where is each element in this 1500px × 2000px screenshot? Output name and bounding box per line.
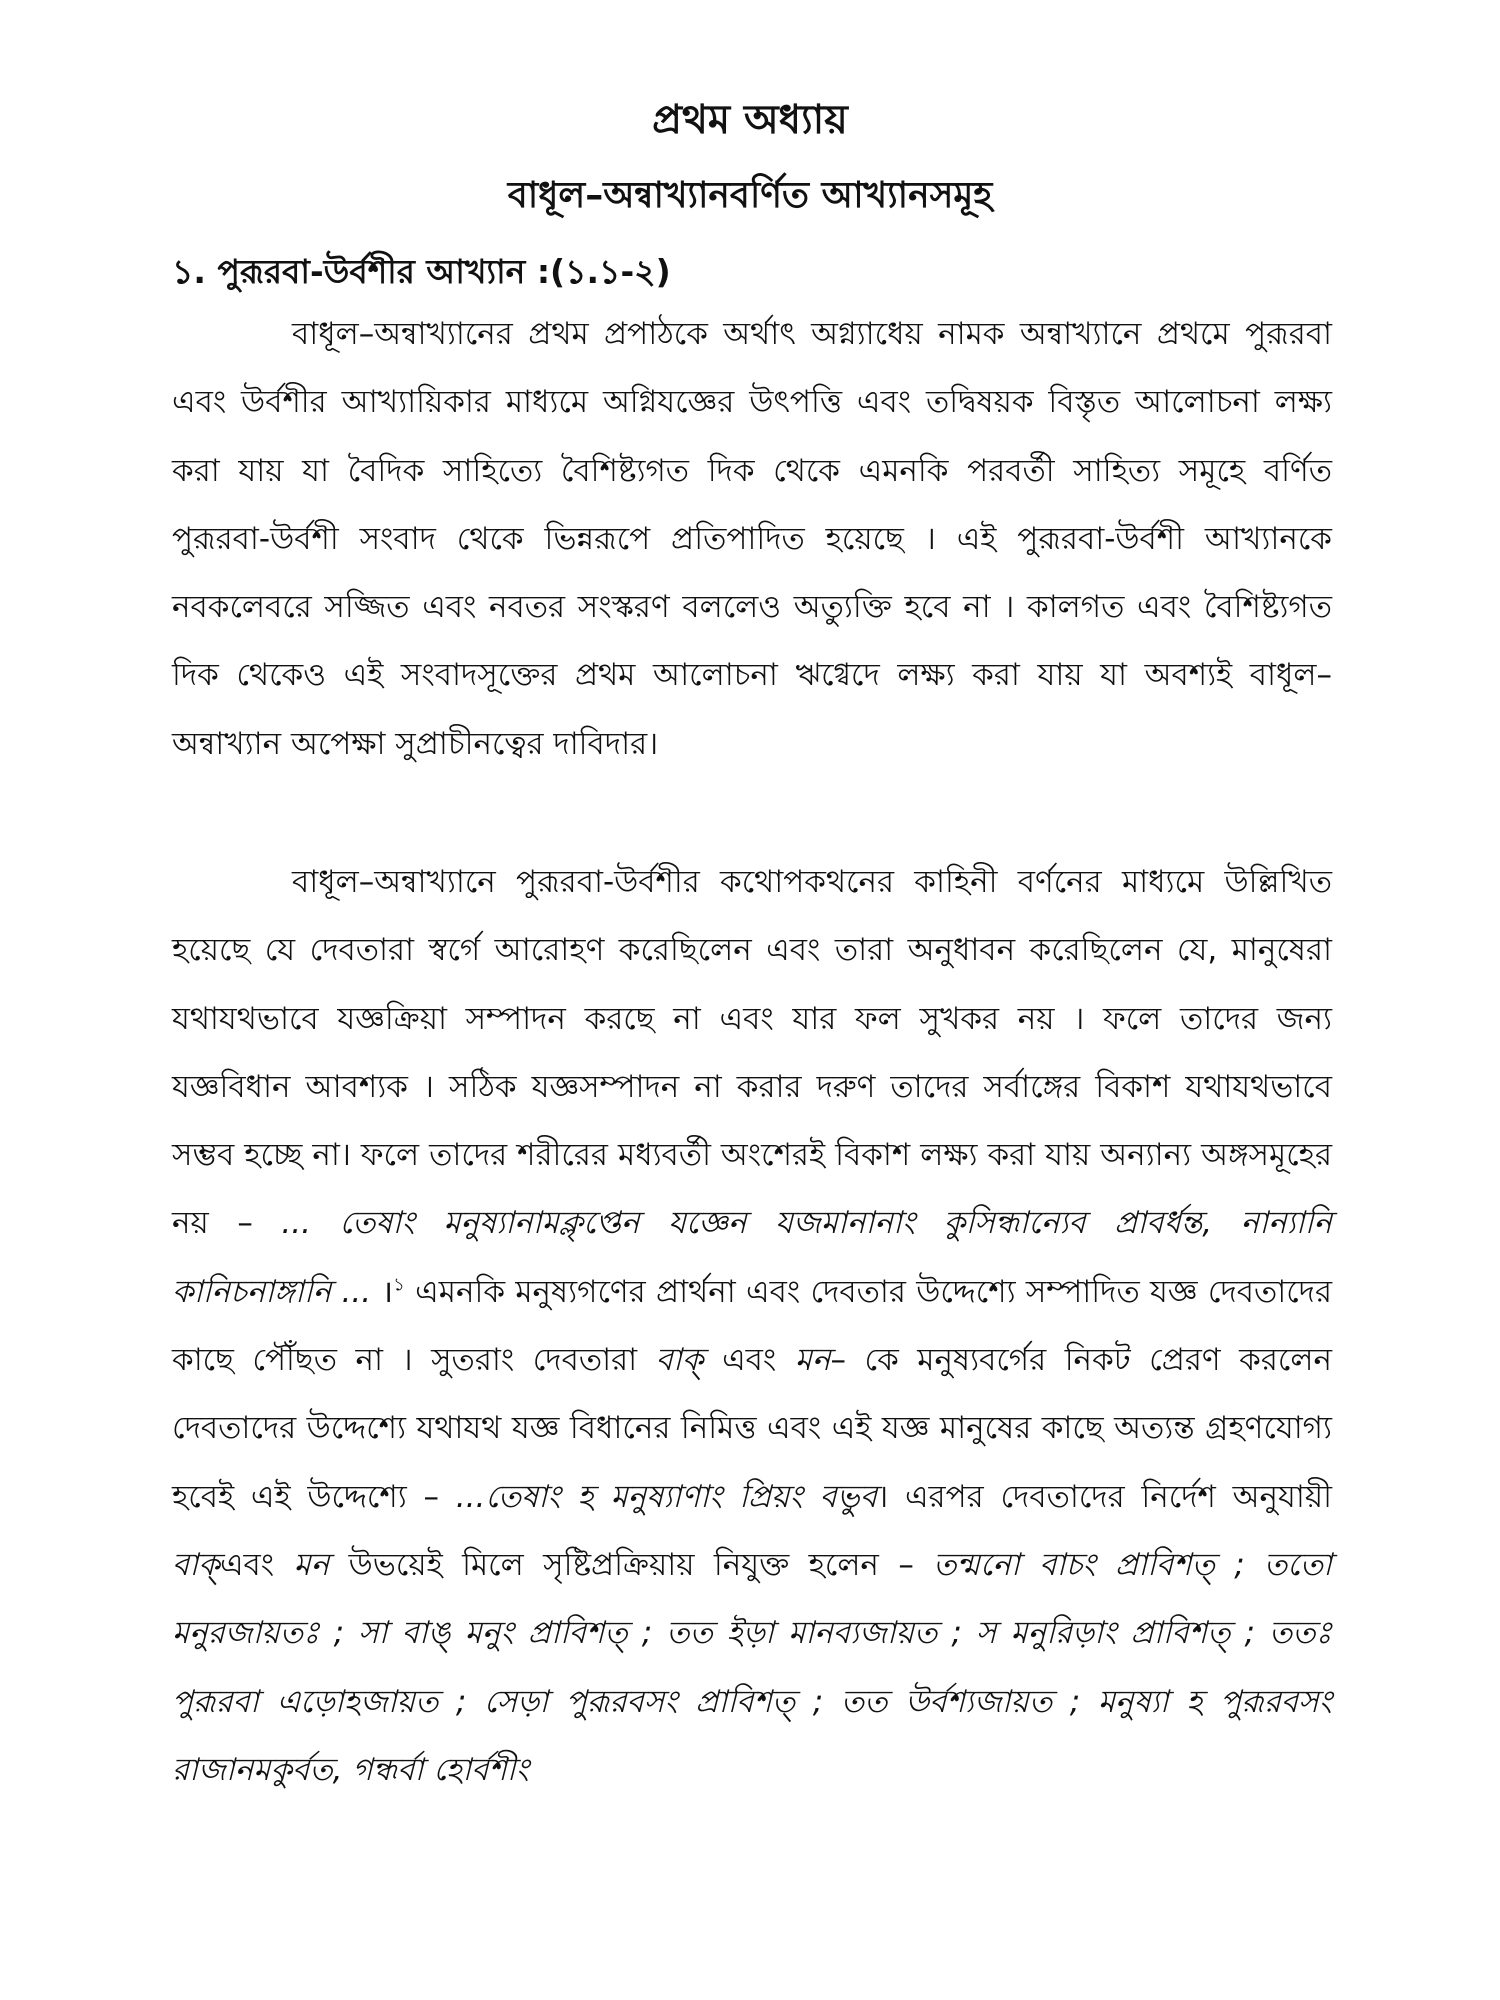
paragraph-2-text-6: এবং	[219, 1546, 275, 1583]
chapter-subtitle: বাধূল–অন্বাখ্যানবর্ণিত আখ্যানসমূহ	[507, 175, 993, 216]
paragraph-2-text-5: । এরপর দেবতাদের নির্দেশ অনুযায়ী	[877, 1478, 1332, 1515]
sanskrit-quote-2: ...তেষাং হ মনুষ্যাণাং প্রিয়ং বভুব	[455, 1478, 878, 1515]
paragraph-2-text-1: বাধূল–অন্বাখ্যানে পুরূরবা-উর্বশীর কথোপকথনের কাহিনী বর্ণনের মাধ্যমে উল্লিখিত হয়েছে যে দেবতারা স্বর্গে আরোহণ করেছিলেন এবং তারা অনুধাবন করেছিলেন যে, মানুষেরা যথাযথভাবে যজ্ঞক্রিয়া সম্পাদন করছে না এবং যার ফল সুখকর নয় । ফলে তাদের জন্য যজ্ঞবিধান আবশ্যক । সঠিক যজ্ঞসম্পাদন না করার দরুণ তাদের সর্বাঙ্গের বিকাশ যথাযথভাবে সম্ভব হচ্ছে না। ফলে তাদের শরীরের মধ্যবর্তী অংশেরই বিকাশ লক্ষ্য করা যায় অন্যান্য অঙ্গসমূহের নয় –	[172, 864, 1332, 1242]
term-mana-2: মন	[293, 1546, 330, 1583]
term-vak-2: বাক্	[172, 1546, 220, 1583]
section-heading: ১. পুরূরবা-উর্বশীর আখ্যান :(১.১-২)	[172, 252, 671, 291]
paragraph-1-text: বাধূল–অন্বাখ্যানের প্রথম প্রপাঠকে অর্থাৎ অগ্ন্যাধেয় নামক অন্বাখ্যানে প্রথমে পুরূরবা এবং উর্বশীর আখ্যায়িকার মাধ্যমে অগ্নিযজ্ঞের উৎপত্তি এবং তদ্বিষয়ক বিস্তৃত আলোচনা লক্ষ্য করা যায় যা বৈদিক সাহিত্যে বৈশিষ্ট্যগত দিক থেকে এমনকি পরবর্তী সাহিত্য সমূহে বর্ণিত পুরূরবা-উর্বশী সংবাদ থেকে ভিন্নরূপে প্রতিপাদিত হয়েছে । এই পুরূরবা-উর্বশী আখ্যানকে নবকলেবরে সজ্জিত এবং নবতর সংস্করণ বললেও অত্যুক্তি হবে না । কালগত এবং বৈশিষ্ট্যগত দিক থেকেও এই সংবাদসূক্তের প্রথম আলোচনা ঋগ্বেদে লক্ষ্য করা যায় যা অবশ্যই বাধূল–অন্বাখ্যান অপেক্ষা সুপ্রাচীনত্বের দাবিদার।	[172, 316, 1332, 762]
paragraph-2: বাধূল–অন্বাখ্যানে পুরূরবা-উর্বশীর কথোপকথনের কাহিনী বর্ণনের মাধ্যমে উল্লিখিত হয়েছে যে দেবতারা স্বর্গে আরোহণ করেছিলেন এবং তারা অনুধাবন করেছিলেন যে, মানুষেরা যথাযথভাবে যজ্ঞক্রিয়া সম্পাদন করছে না এবং যার ফল সুখকর নয় । ফলে তাদের জন্য যজ্ঞবিধান আবশ্যক । সঠিক যজ্ঞসম্পাদন না করার দরুণ তাদের সর্বাঙ্গের বিকাশ যথাযথভাবে সম্ভব হচ্ছে না। ফলে তাদের শরীরের মধ্যবর্তী অংশেরই বিকাশ লক্ষ্য করা যায় অন্যান্য অঙ্গসমূহের নয় – ... তেষাং মনুষ্যানামক্লৃপ্তেন যজ্ঞেন যজমানানাং কুসিন্ধান্যেব প্রাবর্ধন্ত, নান্যানি কানিচনাঙ্গানি ... ।$^১$ এমনকি মনুষ্যগণের প্রার্থনা এবং দেবতার উদ্দেশ্যে সম্পাদিত যজ্ঞ দেবতাদের কাছে পৌঁছত না । সুতরাং দেবতারা বাক্ এবং মন– কে মনুষ্যবর্গের নিকট প্রেরণ করলেন দেবতাদের উদ্দেশ্যে যথাযথ যজ্ঞ বিধানের নিমিত্ত এবং এই যজ্ঞ মানুষের কাছে অত্যন্ত গ্রহণযোগ্য হবেই এই উদ্দেশ্যে – ...তেষাং হ মনুষ্যাণাং প্রিয়ং বভুব। এরপর দেবতাদের নির্দেশ অনুযায়ী বাক্এবং মন উভয়েই মিলে সৃষ্টিপ্রক্রিয়ায় নিযুক্ত হলেন – তন্মনো বাচং প্রাবিশত্ ; ততো মনুরজায়তঃ ; সা বাঙ্ মনুং প্রাবিশত্ ; তত ইড়া মানব্যজায়ত ; স মনুরিড়াং প্রাবিশত্ ; ততঃ পুরূরবা এড়োহজায়ত ; সেড়া পুরূরবসং প্রাবিশত্ ; তত উর্বশ্যজায়ত ; মনুষ্যা হ পুরূরবসং রাজানমকুর্বত, গন্ধর্বা হোর্বশীং	[172, 864, 1333, 1788]
sanskrit-quote-3: তন্মনো বাচং প্রাবিশত্ ; ততো মনুরজায়তঃ ; সা বাঙ্ মনুং প্রাবিশত্ ; তত ইড়া মানব্যজায়ত ; স মনুরিড়াং প্রাবিশত্ ; ততঃ পুরূরবা এড়োহজায়ত ; সেড়া পুরূরবসং প্রাবিশত্ ; তত উর্বশ্যজায়ত ; মনুষ্যা হ পুরূরবসং রাজানমকুর্বত, গন্ধর্বা হোর্বশীং	[172, 1546, 1332, 1788]
term-mana-1: মন	[794, 1342, 831, 1379]
paragraph-1	[172, 300, 1332, 778]
paragraph-2-text-4: – কে মনুষ্যবর্গের নিকট প্রেরণ করলেন দেবতাদের উদ্দেশ্যে যথাযথ যজ্ঞ বিধানের নিমিত্ত এবং এই যজ্ঞ মানুষের কাছে অত্যন্ত গ্রহণযোগ্য হবেই এই উদ্দেশ্যে –	[172, 1342, 1332, 1515]
footnote-marker: ১	[393, 1274, 405, 1296]
sanskrit-quote-1: ... তেষাং মনুষ্যানামক্লৃপ্তেন যজ্ঞেন যজমানানাং কুসিন্ধান্যেব প্রাবর্ধন্ত, নান্যানি কানিচনাঙ্গানি ...	[172, 1205, 1333, 1310]
paragraph-2-text-2: এমনকি মনুষ্যগণের প্রার্থনা এবং দেবতার উদ্দেশ্যে সম্পাদিত যজ্ঞ দেবতাদের কাছে পৌঁছত না । সুতরাং দেবতারা	[172, 1273, 1333, 1379]
term-vak-1: বাক্	[655, 1342, 704, 1379]
paragraph-2-text-7: উভয়েই মিলে সৃষ্টিপ্রক্রিয়ায় নিযুক্ত হলেন –	[348, 1546, 914, 1583]
chapter-title: প্রথম অধ্যায়	[652, 97, 848, 143]
paragraph-2-text-3: এবং	[722, 1342, 777, 1379]
